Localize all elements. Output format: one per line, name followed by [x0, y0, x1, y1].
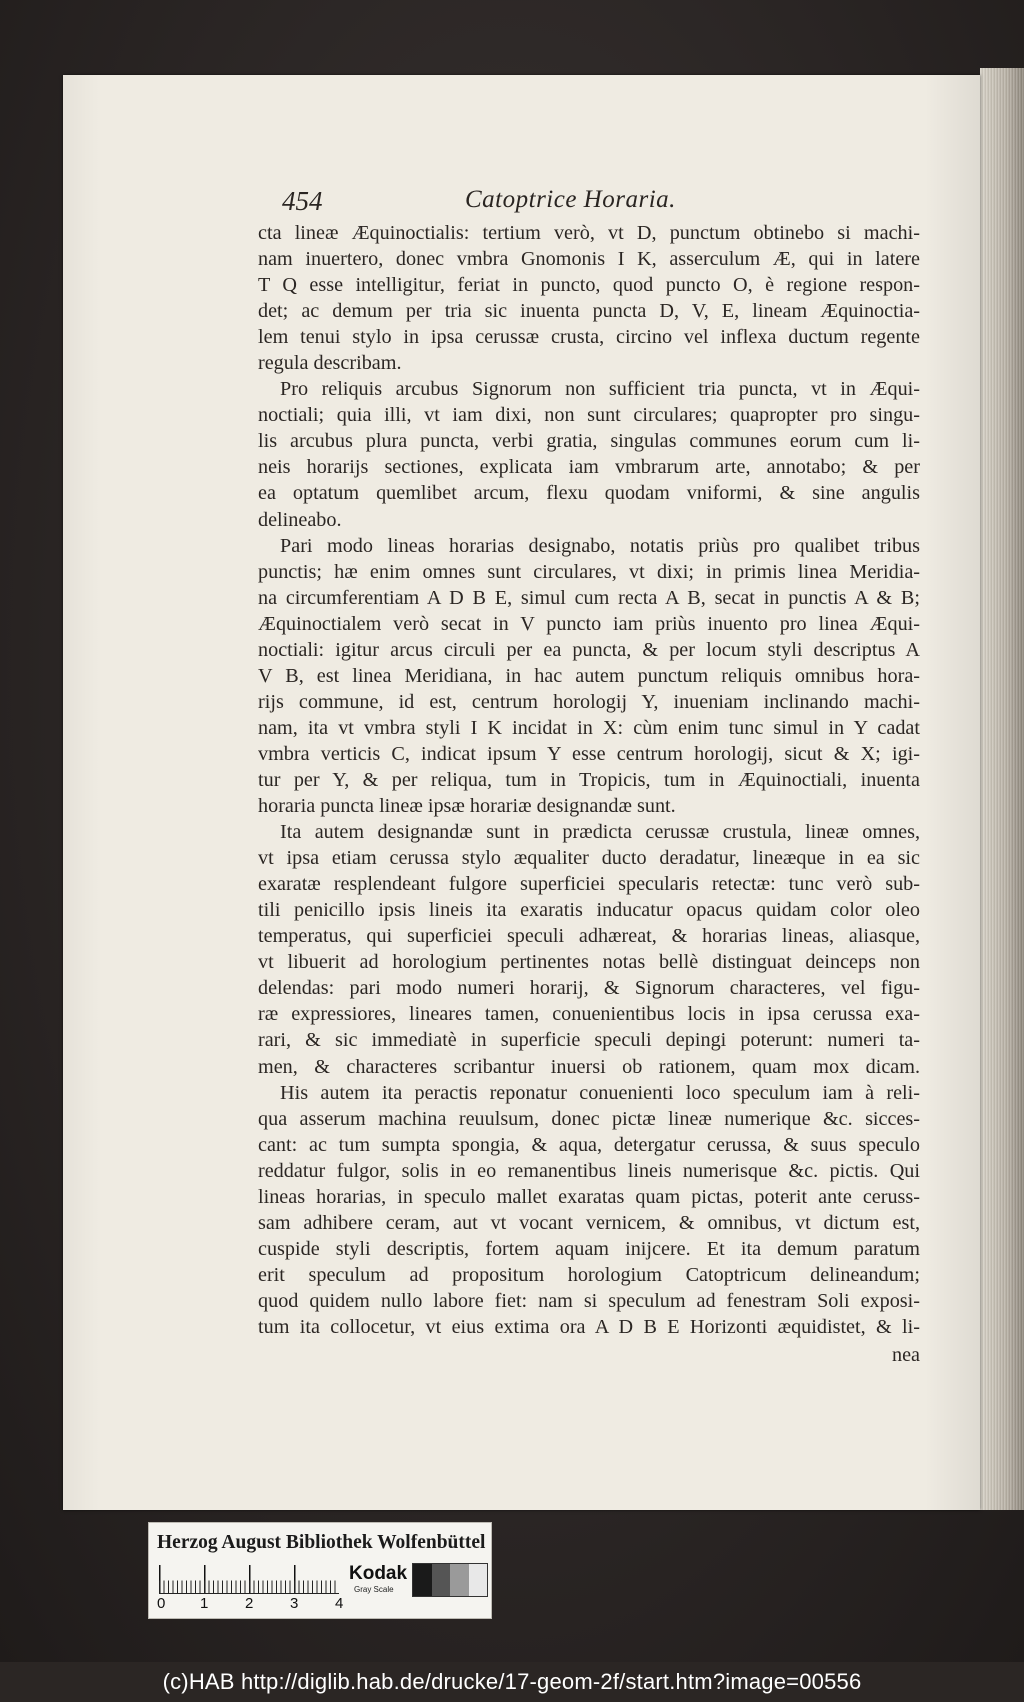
text-line: regula describam. [258, 352, 402, 375]
running-head [282, 186, 922, 222]
text-line: lem tenui stylo in ipsa cerussæ crusta, circino vel inflexa ductum regente [258, 326, 920, 349]
text-line: rijs commune, id est, centrum horologij Y, inueniam inclinando machi- [258, 690, 920, 713]
book-fore-edge [980, 68, 1024, 1510]
text-line: horaria puncta lineæ ipsæ horariæ designandæ sunt. [258, 795, 676, 818]
text-line: reddatur fulgor, solis in eo remanentibus lineis numerisque &c. pictis. Qui [258, 1159, 920, 1182]
text-line: exaratæ resplendeant fulgore superficiei specularis retectæ: tunc verò sub- [258, 873, 920, 896]
image-credit: (c)HAB http://diglib.hab.de/drucke/17-geom-2f/start.htm?image=00556 [162, 1669, 862, 1694]
color-calibration-card [148, 1522, 492, 1619]
text-line: cta lineæ Æquinoctialis: tertium verò, vt D, punctum obtinebo si machi- [258, 222, 920, 244]
text-line: delineabo. [258, 508, 342, 531]
text-line: vt libuerit ad horologium pertinentes notas bellè distinguat deinceps non [258, 951, 920, 974]
ruler-number: 2 [245, 1595, 254, 1612]
text-line: tum ita collocetur, vt eius extima ora A D B E Horizonti æquidistet, & li- [258, 1315, 920, 1338]
gray-patch [450, 1564, 469, 1596]
ruler-number: 0 [157, 1595, 166, 1612]
gray-patch [432, 1564, 451, 1596]
text-line: na circumferentiam A D B E, simul cum recta A B, secat in punctis A & B; [258, 586, 920, 609]
gray-patch [469, 1564, 488, 1596]
gray-scale-patches [412, 1563, 488, 1597]
page-number: 454 [282, 186, 323, 216]
running-title: Catoptrice Horaria. [465, 186, 676, 213]
text-line: det; ac demum per tria sic inuenta puncta D, V, E, lineam Æquinoctia- [258, 300, 920, 323]
text-line: cant: ac tum sumpta spongia, & aqua, detergatur cerussa, & suus speculo [258, 1133, 920, 1156]
text-line: Æquinoctialem verò secat in V puncto iam priùs inuento pro linea Æqui- [258, 612, 920, 635]
text-line: V B, est linea Meridiana, in hac autem punctum reliquis omnibus hora- [258, 664, 920, 687]
text-line: qua asserum machina reuulsum, donec pictæ lineæ numerique &c. sicces- [258, 1107, 920, 1130]
library-label: Herzog August Bibliothek Wolfenbüttel [157, 1532, 486, 1553]
text-line: rari, & sic immediatè in superficie speculi depingi poterunt: numeri ta- [258, 1029, 920, 1052]
text-line: nam inuertero, donec vmbra Gnomonis I K, asserculum Æ, qui in latere [258, 248, 920, 271]
text-line: noctiali: igitur arcus circuli per ea puncta, & per locum styli descriptus A [258, 638, 920, 661]
text-line: tur per Y, & per reliqua, tum in Tropicis, tum in Æquinoctiali, inuenta [258, 768, 920, 791]
text-line: vmbra verticis C, indicat ipsum Y esse centrum horologij, sicut & X; igi- [258, 742, 920, 765]
text-line: erit speculum ad propositum horologium Catoptricum delineandum; [258, 1263, 920, 1286]
ruler-scale [159, 1567, 339, 1594]
ruler-number: 1 [200, 1595, 209, 1612]
text-line: punctis; hæ enim omnes sunt circulares, vt dixi; in primis linea Meridia- [258, 560, 920, 583]
body-text [258, 220, 920, 1368]
text-line: Pro reliquis arcubus Signorum non sufficient tria puncta, vt in Æqui- [280, 378, 920, 401]
text-line: ræ expressiores, lineares tamen, conuenientibus locis in ipsa cerussa exa- [258, 1003, 920, 1026]
kodak-subtitle: Gray Scale [354, 1585, 394, 1594]
text-line: cuspide styli descriptis, fortem aquam inijcere. Et ita demum paratum [258, 1237, 920, 1260]
text-line: quod quidem nullo labore fiet: nam si speculum ad fenestram Soli exposi- [258, 1289, 920, 1312]
text-line: ea optatum quemlibet arcum, flexu quodam vniformi, & sine angulis [258, 482, 920, 505]
text-line: tili penicillo ipsis lineis ita exaratis inducatur opacus quidam color oleo [258, 899, 920, 922]
gray-patch [413, 1564, 432, 1596]
text-line: sam adhibere ceram, aut vt vocant vernicem, & omnibus, vt dictum est, [258, 1211, 920, 1234]
text-line: temperatus, qui superficiei speculi adhæreat, & horarias lineas, aliasque, [258, 925, 920, 948]
text-line: Ita autem designandæ sunt in prædicta cerussæ crustula, lineæ omnes, [280, 821, 920, 844]
text-line: His autem ita peractis reponatur conuenienti loco speculum iam à reli- [280, 1081, 920, 1104]
text-line: T Q esse intelligitur, feriat in puncto, quod puncto O, è regione respon- [258, 274, 920, 297]
text-line: noctiali; quia illi, vt iam dixi, non sunt circulares; quapropter pro singu- [258, 404, 920, 427]
ruler-number: 4 [335, 1595, 344, 1612]
kodak-logo-text: Kodak [349, 1563, 408, 1584]
text-line: neis horarijs sectiones, explicata iam vmbrarum arte, annotabo; & per [258, 456, 920, 479]
text-line: lineas horarias, in speculo mallet exaratas quam pictas, poterit ante ceruss- [258, 1185, 920, 1208]
text-line: men, & characteres scribantur inuersi ob rationem, quam mox dicam. [258, 1055, 920, 1078]
text-line: Pari modo lineas horarias designabo, notatis priùs pro qualibet tribus [280, 534, 920, 557]
ruler-number: 3 [290, 1595, 299, 1612]
catchword: nea [891, 1344, 920, 1367]
text-line: delendas: pari modo numeri horarij, & Signorum characteres, vel figu- [258, 977, 920, 1000]
text-line: lis arcubus plura puncta, verbi gratia, singulas communes eorum cum li- [258, 430, 920, 453]
text-line: vt ipsa etiam cerussa stylo æqualiter ducto deradatur, lineæque in ea sic [258, 847, 920, 870]
text-line: nam, ita vt vmbra styli I K incidat in X: cùm enim tunc simul in Y cadat [258, 716, 920, 739]
